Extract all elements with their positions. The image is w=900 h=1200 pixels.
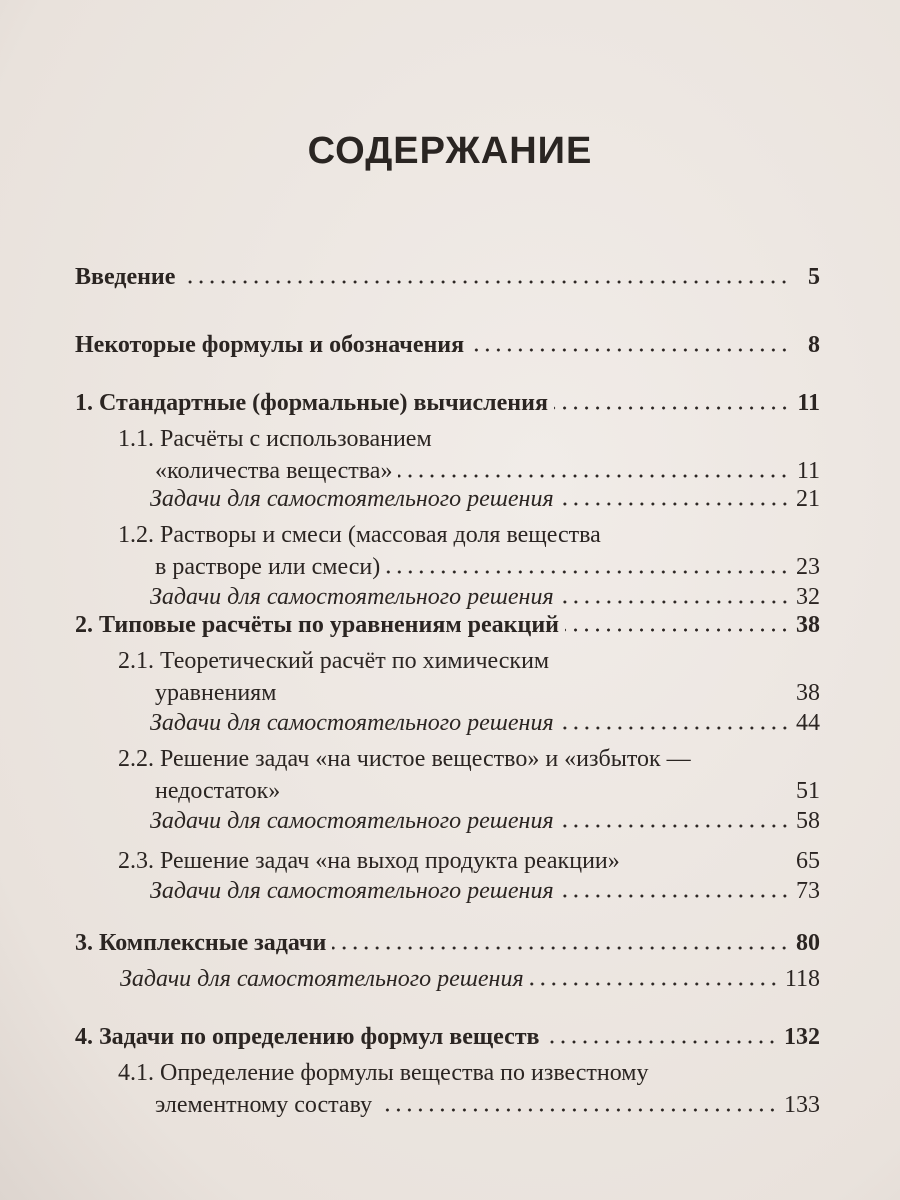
page-number: 51 <box>796 778 820 804</box>
entry-title-continued: «количества вещества» <box>155 458 393 484</box>
dot-leader <box>545 1040 778 1044</box>
toc-entry[interactable] <box>155 552 820 582</box>
entry-title: Задачи для самостоятельного решения <box>120 966 524 992</box>
entry-title: Некоторые формулы и обозначения <box>75 332 465 358</box>
dot-leader <box>530 982 779 986</box>
dot-leader <box>398 474 790 478</box>
page-number: 5 <box>808 264 820 290</box>
toc-entry[interactable] <box>155 456 820 486</box>
entry-title: 1.2. Растворы и смеси (массовая доля вещества <box>118 522 601 548</box>
entry-title: Задачи для самостоятельного решения <box>150 486 554 512</box>
dot-leader <box>560 894 790 898</box>
toc-entry[interactable] <box>150 806 820 836</box>
entry-title: 3. Комплексные задачи <box>75 930 327 956</box>
page-number: 65 <box>796 848 820 874</box>
entry-title: Задачи для самостоятельного решения <box>150 878 554 904</box>
entry-title-continued: элементному составу <box>155 1092 373 1118</box>
dot-leader <box>181 280 790 284</box>
entry-title-continued: недостаток» <box>155 778 281 804</box>
entry-title: 4.1. Определение формулы вещества по известному <box>118 1060 649 1086</box>
page-number: 44 <box>796 710 820 736</box>
page-number: 21 <box>796 486 820 512</box>
page-number: 32 <box>796 584 820 610</box>
entry-title: 1. Стандартные (формальные) вычисления <box>75 390 548 416</box>
toc-entry[interactable] <box>75 928 820 958</box>
page-number: 73 <box>796 878 820 904</box>
toc-entry[interactable] <box>150 484 820 514</box>
entry-title-continued: в растворе или смеси) <box>155 554 381 580</box>
dot-leader <box>560 824 790 828</box>
toc-entry[interactable] <box>75 330 820 360</box>
toc-entry[interactable] <box>75 1022 820 1052</box>
toc-entry[interactable] <box>150 876 820 906</box>
entry-title: Задачи для самостоятельного решения <box>150 710 554 736</box>
dot-leader <box>378 1108 778 1112</box>
entry-title: 2.1. Теоретический расчёт по химическим <box>118 648 550 674</box>
page-number: 38 <box>796 680 820 706</box>
dot-leader <box>554 406 790 410</box>
entry-title: Задачи для самостоятельного решения <box>150 584 554 610</box>
dot-leader <box>332 946 790 950</box>
toc-entry[interactable] <box>150 582 820 612</box>
page-number: 118 <box>784 966 820 992</box>
page-number: 38 <box>796 612 820 638</box>
toc-entry[interactable] <box>118 846 820 876</box>
page-number: 8 <box>808 332 820 358</box>
dot-leader <box>470 348 790 352</box>
toc-entry[interactable] <box>75 388 820 418</box>
toc-entry[interactable] <box>120 964 820 994</box>
page-number: 80 <box>796 930 820 956</box>
dot-leader <box>386 570 790 574</box>
dot-leader <box>560 726 790 730</box>
toc-entry[interactable] <box>155 776 820 806</box>
entry-title: 2.3. Решение задач «на выход продукта реакции» <box>118 848 620 874</box>
entry-title: 1.1. Расчёты с использованием <box>118 426 432 452</box>
entry-title: Введение <box>75 264 176 290</box>
page-number: 11 <box>796 458 820 484</box>
toc-entry[interactable] <box>155 1090 820 1120</box>
dot-leader <box>560 600 790 604</box>
page-number: 58 <box>796 808 820 834</box>
dot-leader <box>565 628 790 632</box>
entry-title: Задачи для самостоятельного решения <box>150 808 554 834</box>
toc-entry[interactable] <box>150 708 820 738</box>
page-number: 11 <box>797 390 820 416</box>
entry-title-continued: уравнениям <box>155 680 277 706</box>
entry-title: 2.2. Решение задач «на чистое вещество» и «избыток — <box>118 746 691 772</box>
toc-entry[interactable] <box>155 678 820 708</box>
page-number: 23 <box>796 554 820 580</box>
toc-entry[interactable] <box>75 262 820 292</box>
dot-leader <box>560 502 790 506</box>
toc-entry[interactable] <box>75 610 820 640</box>
entry-title: 4. Задачи по определению формул веществ <box>75 1024 540 1050</box>
page-number: 133 <box>784 1092 820 1118</box>
page-title: СОДЕРЖАНИЕ <box>307 130 593 172</box>
entry-title: 2. Типовые расчёты по уравнениям реакций <box>75 612 559 638</box>
page-number: 132 <box>784 1024 820 1050</box>
